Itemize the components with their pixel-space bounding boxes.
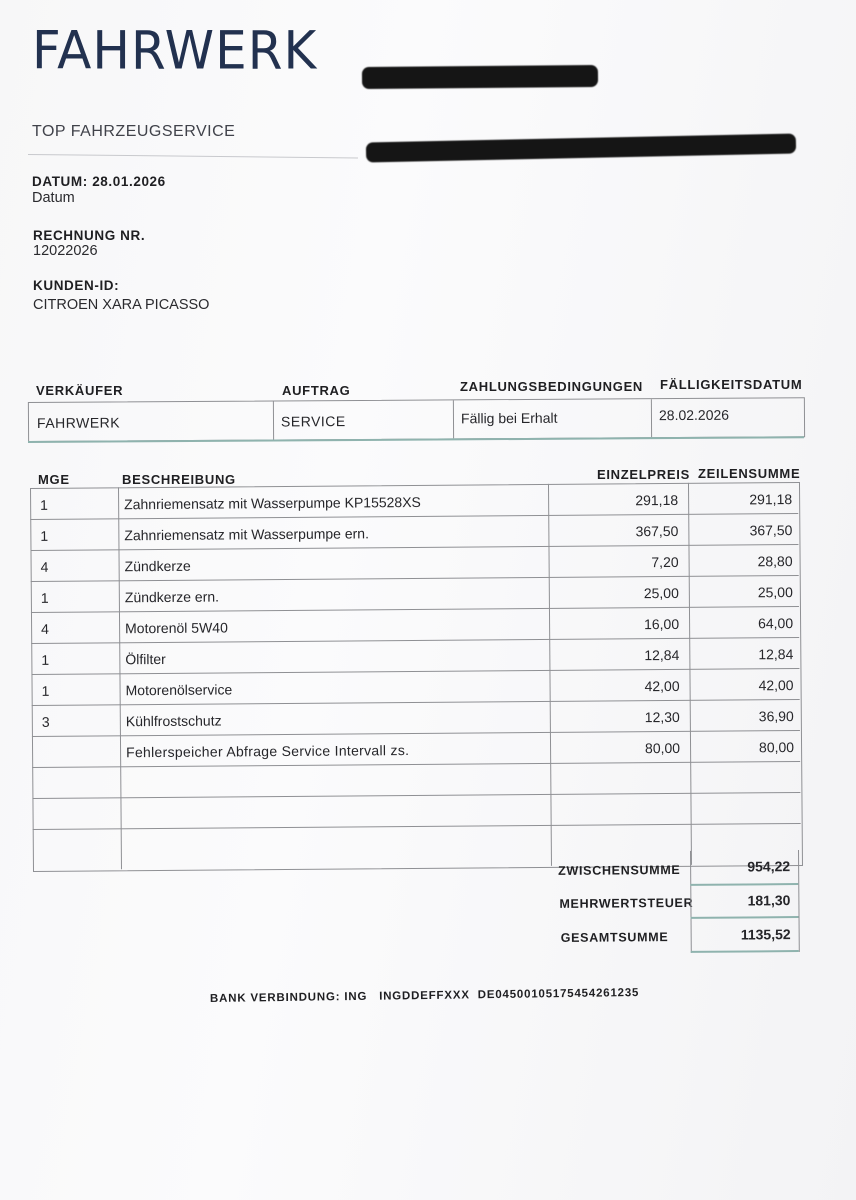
row-unit-price: 12,84	[644, 646, 680, 664]
subtotal-label: ZWISCHENSUMME	[558, 862, 681, 878]
row-line-total: 291,18	[749, 491, 793, 508]
order-header: AUFTRAG	[282, 383, 351, 398]
row-line-total: 28,80	[757, 553, 793, 570]
totals-block	[550, 850, 803, 956]
row-line-total: 42,00	[758, 677, 794, 694]
row-line-total: 36,90	[758, 708, 794, 725]
invoice-number-label: RECHNUNG NR.	[33, 228, 146, 243]
row-line-total: 25,00	[757, 584, 793, 601]
row-unit-price: 80,00	[644, 739, 681, 757]
row-description: Ölfilter	[125, 650, 166, 668]
description-header: BESCHREIBUNG	[122, 472, 236, 487]
row-unit-price: 7,20	[651, 553, 679, 571]
row-description: Zündkerze	[124, 557, 191, 575]
order-value: SERVICE	[280, 413, 346, 430]
row-line-total: 12,84	[758, 646, 794, 663]
row-description: Zahnriemensatz mit Wasserpumpe ern.	[124, 525, 370, 544]
row-qty: 4	[40, 558, 49, 575]
row-qty: 4	[41, 620, 49, 637]
subtotal-value: 954,22	[747, 858, 791, 875]
row-description: Fehlerspeicher Abfrage Service Intervall zs.	[126, 742, 410, 761]
row-qty: 1	[40, 527, 49, 544]
row-line-total: 367,50	[749, 522, 793, 539]
row-line-total: 64,00	[757, 615, 794, 632]
row-unit-price: 291,18	[635, 491, 679, 509]
invoice-date: 28.01.2026	[92, 174, 166, 189]
order-info-table	[28, 397, 805, 442]
date-caption: Datum	[32, 190, 75, 206]
unit-price-header: EINZELPREIS	[597, 467, 690, 482]
payment-terms-value: Fällig bei Erhalt	[460, 409, 558, 427]
row-unit-price: 367,50	[635, 522, 679, 540]
company-tagline: TOP FAHRZEUGSERVICE	[32, 123, 236, 140]
row-description: Motorenöl 5W40	[125, 619, 228, 637]
subtotal-accent	[690, 883, 798, 886]
redacted-address	[366, 133, 796, 162]
due-date-value: 28.02.2026	[658, 406, 730, 424]
company-logo: FAHRWERK	[32, 20, 318, 81]
row-qty: 1	[40, 496, 48, 513]
row-unit-price: 25,00	[643, 584, 679, 602]
tax-value: 181,30	[747, 892, 791, 909]
row-description: Motorenölservice	[125, 681, 233, 699]
row-description: Zahnriemensatz mit Wasserpumpe KP15528XS	[124, 493, 421, 513]
row-qty: 1	[41, 651, 50, 668]
total-label: GESAMTSUMME	[560, 930, 669, 945]
redacted-owner-name	[362, 65, 598, 89]
row-line-total: 80,00	[758, 739, 795, 756]
row-unit-price: 42,00	[644, 677, 680, 695]
seller-header: VERKÄUFER	[36, 383, 124, 398]
row-unit-price: 16,00	[643, 615, 680, 633]
customer-id-label: KUNDEN-ID:	[33, 278, 120, 293]
bank-details: BANK VERBINDUNG: ING INGDDEFFXXX DE04500105175454261235	[209, 987, 640, 1005]
due-date-header: FÄLLIGKEITSDATUM	[660, 377, 803, 392]
tax-label: MEHRWERTSTEUER	[559, 895, 694, 911]
items-table	[30, 482, 803, 872]
header-divider	[28, 154, 358, 158]
invoice-number: 12022026	[33, 243, 98, 259]
row-qty: 1	[40, 589, 49, 606]
row-description: Zündkerze ern.	[124, 588, 220, 606]
row-qty: 3	[41, 713, 50, 730]
row-description: Kühlfrostschutz	[125, 712, 222, 730]
payment-terms-header: ZAHLUNGSBEDINGUNGEN	[460, 379, 644, 394]
total-value: 1135,52	[740, 926, 791, 943]
tax-accent	[691, 916, 799, 919]
row-unit-price: 12,30	[644, 708, 680, 726]
row-qty: 1	[41, 682, 50, 699]
seller-value: FAHRWERK	[36, 414, 121, 431]
date-label: DATUM: 28.01.2026	[32, 174, 166, 189]
qty-header: MGE	[38, 472, 70, 487]
line-total-header: ZEILENSUMME	[698, 466, 801, 481]
total-accent	[691, 950, 799, 953]
customer-id: CITROEN XARA PICASSO	[33, 297, 210, 313]
